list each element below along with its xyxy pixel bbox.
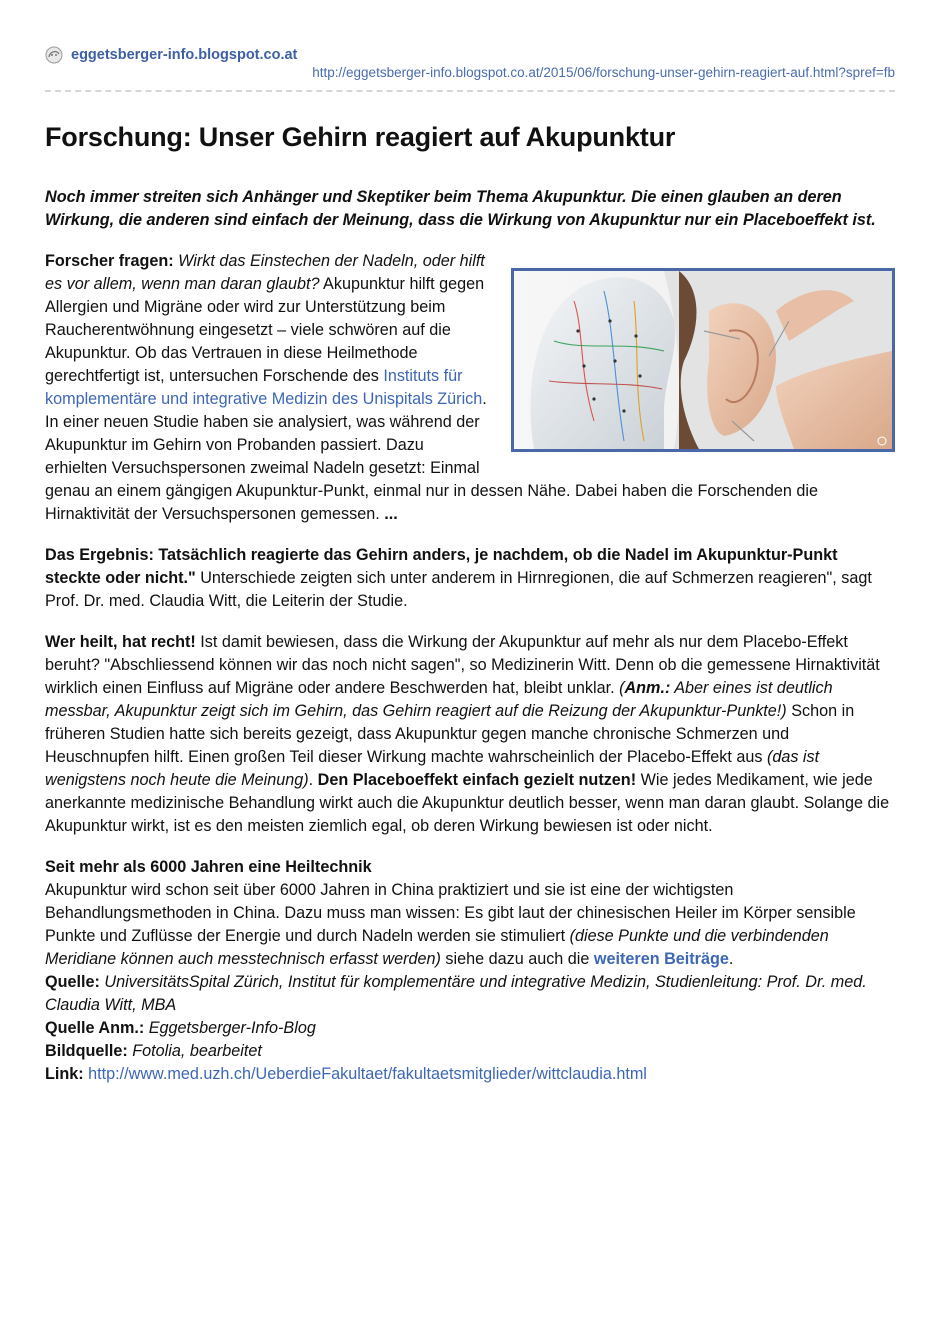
page-title: Forschung: Unser Gehirn reagiert auf Akupunktur: [45, 122, 676, 152]
acupuncture-photo: [511, 268, 895, 452]
italic-note: (diese Punkte und die verbindenden Meridiane können auch messtechnisch erfasst werden): [45, 927, 829, 968]
further-posts-link[interactable]: [594, 950, 729, 968]
label-forscher-fragen: Forscher fragen:: [45, 252, 174, 270]
paragraph-history: [45, 856, 895, 1086]
header-divider: [45, 90, 895, 92]
placebo-heading: Den Placeboeffekt einfach gezielt nutzen!: [317, 771, 637, 789]
label-wer-heilt: Wer heilt, hat recht!: [45, 633, 196, 651]
paragraph-text: Unterschiede zeigten sich unter anderem in Hirnregionen, die auf Schmerzen reagieren", sagt Prof. Dr. med. Claudia Witt, die Leiterin der Studie.: [45, 569, 872, 610]
italic-note: (das ist wenigstens noch heute die Meinung): [45, 748, 820, 789]
history-heading: Seit mehr als 6000 Jahren eine Heiltechnik: [45, 858, 372, 876]
paragraph-text: Akupunktur wird schon seit über 6000 Jahren in China praktiziert und sie ist eine der wichtigsten Behandlungsmethoden in China. Dazu muss man wissen: Es gibt laut der chinesischen Heiler im Körper sensible Punkte und Zuflüsse der Energie und durch Nadeln werden sie stimuliert: [45, 881, 856, 945]
paragraph-text: Schon in früheren Studien hatte sich bereits gezeigt, dass Akupunktur gegen manche chronische Schmerzen und Heuschnupfen hilft. Einen großen Teil dieser Wirkung machte wahrscheinlich der Placebo-Effekt aus: [45, 702, 855, 766]
source-note-label: Quelle Anm.:: [45, 1019, 145, 1037]
paragraph-result: [45, 544, 895, 613]
paragraph-text: siehe dazu auch die: [440, 950, 594, 968]
article-body: [45, 186, 895, 1086]
further-posts-label: weiteren Beiträge: [593, 950, 729, 968]
ellipsis: ...: [384, 505, 398, 523]
annotation-label: Anm.:: [624, 679, 671, 697]
annotation-open: (: [619, 679, 625, 697]
page-url-link[interactable]: http://eggetsberger-info.blogspot.co.at/2015/06/forschung-unser-gehirn-reagiert-auf.html?spref=fb: [312, 65, 895, 80]
paragraph-text: .: [308, 771, 318, 789]
source-label: Quelle:: [45, 973, 100, 991]
source-note-text: Eggetsberger-Info-Blog: [144, 1019, 316, 1037]
source-url-link[interactable]: http://www.med.uzh.ch/UeberdieFakultaet/fakultaetsmitglieder/wittclaudia.html: [83, 1065, 647, 1083]
site-name-link[interactable]: eggetsberger-info.blogspot.co.at: [71, 47, 298, 63]
article-lead: Noch immer streiten sich Anhänger und Skeptiker beim Thema Akupunktur. Die einen glauben an deren Wirkung, die anderen sind einfach der Meinung, dass die Wirkung von Akupunktur nur ein Placeboeffekt ist.: [45, 188, 876, 229]
site-header: [45, 44, 297, 66]
image-source-text: Fotolia, bearbeitet: [127, 1042, 262, 1060]
source-text: UniversitätsSpital Zürich, Institut für komplementäre und integrative Medizin, Studienleitung: Prof. Dr. med. Claudia Witt, MBA: [45, 973, 867, 1014]
paragraph-placebo: [45, 631, 895, 838]
paragraph-text: Ist damit bewiesen, dass die Wirkung der Akupunktur auf mehr als nur dem Placebo-Effekt beruht? "Abschliessend können wir das noch nicht sagen", so Medizinerin Witt. Denn ob die gemessene Hirnaktivität wirklich einen Einfluss auf Migräne oder andere Beschwerden hat, bleibt unklar.: [45, 633, 880, 697]
link-label: Link:: [45, 1065, 84, 1083]
institute-link[interactable]: Instituts für komplementäre und integrative Medizin des Unispitals Zürich: [45, 367, 483, 408]
paragraph-text: .: [728, 950, 734, 968]
blogger-avatar-icon: [45, 46, 63, 64]
paragraph-text: Akupunktur hilft gegen Allergien und Migräne oder wird zur Unterstützung beim Raucherentwöhnung eingesetzt – viele schwören auf die Akupunktur. Ob das Vertrauen in diese Heilmethode gerechtfertigt ist, untersuchen Forschende des: [45, 275, 485, 385]
paragraph-text: . In einer neuen Studie haben sie analysiert, was während der Akupunktur im Gehirn von Probanden passiert. Dazu erhielten Versuchspersonen zweimal Nadeln gesetzt: Einmal genau an einem gängigen Akupunktur-Punkt, einmal nur in dessen Nähe. Dabei haben die Forschenden die Hirnaktivität der Versuchspersonen gemessen.: [45, 390, 819, 523]
annotation-text: Aber eines ist deutlich messbar, Akupunktur zeigt sich im Gehirn, das Gehirn reagiert auf die Reizung der Akupunktur-Punkte!): [45, 679, 833, 720]
paragraph-text: Wie jedes Medikament, wie jede anerkannte medizinische Behandlung wirkt auch die Akupunktur deutlich besser, wenn man daran glaubt. Solange die Akupunktur wirkt, ist es den meisten ziemlich egal, ob deren Wirkung bewiesen ist oder nicht.: [45, 771, 890, 835]
image-source-label: Bildquelle:: [45, 1042, 128, 1060]
result-heading: Das Ergebnis: Tatsächlich reagierte das Gehirn anders, je nachdem, ob die Nadel im Akupunktur-Punkt steckte oder nicht.": [45, 546, 838, 587]
research-question: Wirkt das Einstechen der Nadeln, oder hilft es vor allem, wenn man daran glaubt?: [45, 252, 485, 293]
